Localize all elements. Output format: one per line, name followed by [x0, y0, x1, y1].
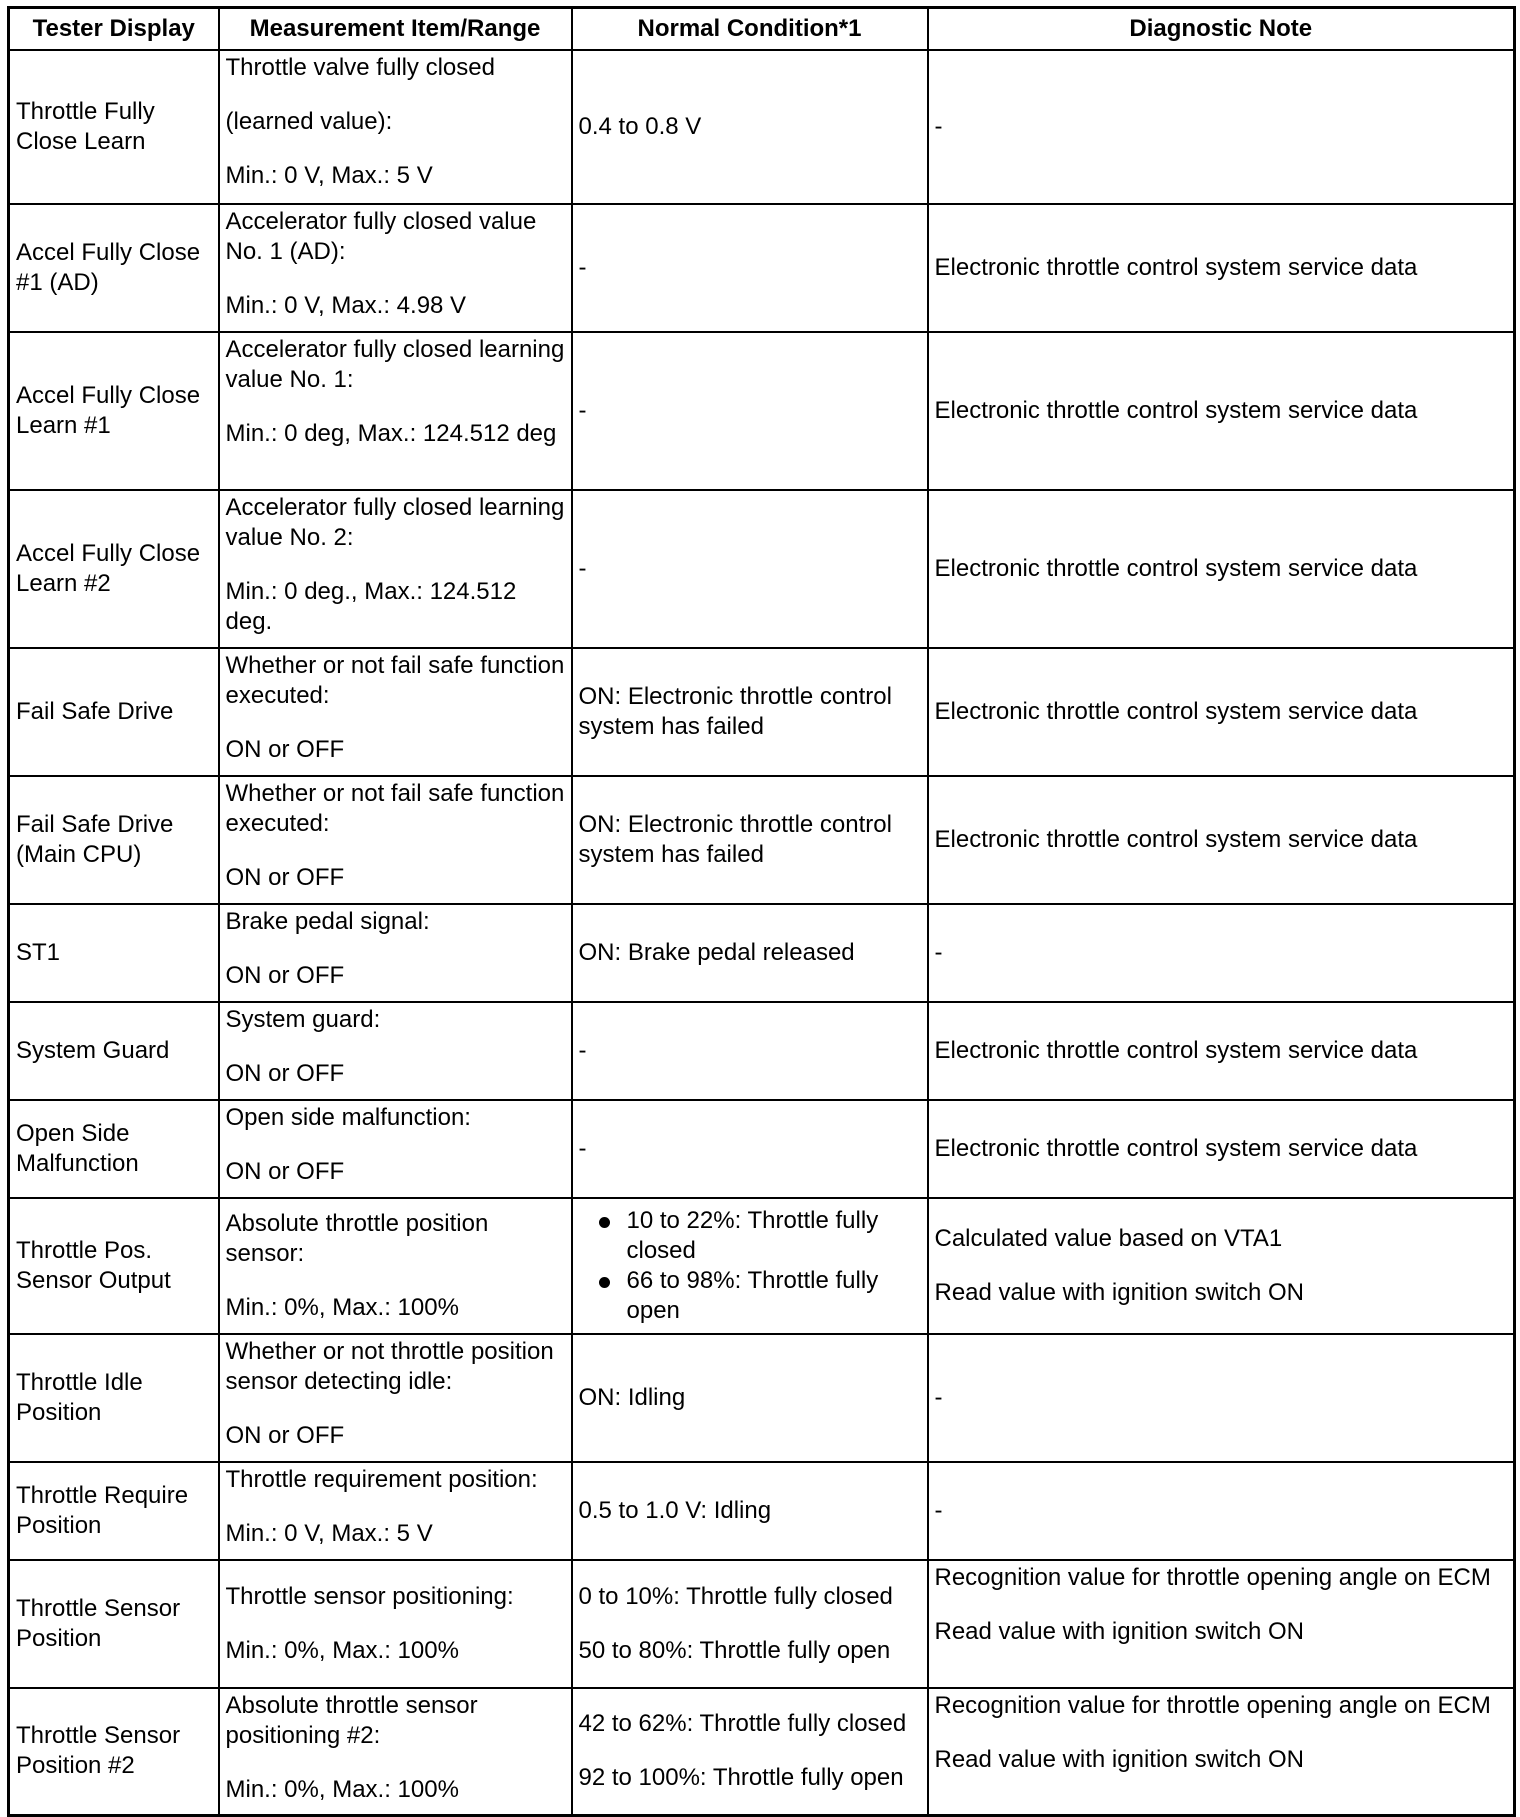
- normal-line: 92 to 100%: Throttle fully open: [578, 1764, 904, 1792]
- diagnostic-note-cell: [928, 1560, 1515, 1688]
- table-row: [9, 776, 1515, 904]
- note-line: Read value with ignition switch ON: [934, 1617, 1305, 1645]
- measurement-line: Absolute throttle sensor positioning #2:: [225, 1691, 478, 1749]
- note-line: Read value with ignition switch ON: [934, 1278, 1305, 1306]
- tester-display-cell: Accel Fully Close Learn #1: [9, 332, 219, 490]
- bullet-item: 10 to 22%: Throttle fully closed: [579, 1206, 921, 1266]
- tester-display-cell: Fail Safe Drive: [9, 648, 219, 776]
- measurement-range: Min.: 0%, Max.: 100%: [225, 1775, 459, 1803]
- measurement-range: ON or OFF: [225, 1421, 345, 1449]
- diagnostic-note-cell: -: [928, 1462, 1515, 1560]
- tester-display-cell: Throttle Fully Close Learn: [9, 50, 219, 204]
- diagnostic-note-cell: Electronic throttle control system service data: [928, 332, 1515, 490]
- header-tester-display: Tester Display: [9, 8, 219, 50]
- table-row: [9, 1334, 1515, 1462]
- normal-condition-cell: -: [572, 1100, 928, 1198]
- tester-display-cell: Accel Fully Close #1 (AD): [9, 204, 219, 332]
- tester-display-cell: Throttle Idle Position: [9, 1334, 219, 1462]
- normal-condition-cell: ON: Brake pedal released: [572, 904, 928, 1002]
- measurement-range: Min.: 0%, Max.: 100%: [225, 1636, 459, 1664]
- measurement-cell: [219, 904, 572, 1002]
- data-list-table: [7, 6, 1516, 1817]
- measurement-range: Min.: 0 V, Max.: 4.98 V: [225, 291, 467, 319]
- measurement-range: Min.: 0 V, Max.: 5 V: [225, 161, 433, 189]
- measurement-line: Accelerator fully closed learning value No. 1:: [225, 335, 565, 393]
- tester-display-cell: Throttle Pos. Sensor Output: [9, 1198, 219, 1334]
- measurement-range: ON or OFF: [225, 961, 345, 989]
- tester-display-cell: Throttle Sensor Position #2: [9, 1688, 219, 1816]
- table-row: [9, 1100, 1515, 1198]
- measurement-line: Whether or not fail safe function executed:: [225, 651, 565, 709]
- measurement-range: Min.: 0 V, Max.: 5 V: [225, 1519, 433, 1547]
- diagnostic-note-cell: Electronic throttle control system service data: [928, 490, 1515, 648]
- note-line: Recognition value for throttle opening angle on ECM: [934, 1691, 1491, 1719]
- measurement-cell: [219, 648, 572, 776]
- measurement-range: ON or OFF: [225, 735, 345, 763]
- normal-condition-cell: -: [572, 204, 928, 332]
- normal-condition-cell: ON: Electronic throttle control system has failed: [572, 776, 928, 904]
- table-row: [9, 50, 1515, 204]
- header-normal-condition: Normal Condition*1: [572, 8, 928, 50]
- measurement-cell: [219, 1462, 572, 1560]
- normal-condition-cell: ON: Idling: [572, 1334, 928, 1462]
- diagnostic-note-cell: Electronic throttle control system service data: [928, 1100, 1515, 1198]
- table-row: [9, 204, 1515, 332]
- normal-condition-cell: 0.5 to 1.0 V: Idling: [572, 1462, 928, 1560]
- tester-display-cell: Fail Safe Drive (Main CPU): [9, 776, 219, 904]
- measurement-cell: [219, 1002, 572, 1100]
- measurement-line: Whether or not fail safe function executed:: [225, 779, 565, 837]
- table-row: [9, 1002, 1515, 1100]
- measurement-range: Min.: 0 deg, Max.: 124.512 deg: [225, 419, 557, 447]
- bullet-item: 66 to 98%: Throttle fully open: [579, 1266, 921, 1326]
- table-row: [9, 904, 1515, 1002]
- measurement-line: System guard:: [225, 1005, 381, 1033]
- diagnostic-note-cell: -: [928, 1334, 1515, 1462]
- normal-condition-bullets: [579, 1206, 921, 1326]
- diagnostic-note-cell: Electronic throttle control system service data: [928, 776, 1515, 904]
- tester-display-cell: Throttle Sensor Position: [9, 1560, 219, 1688]
- table-row: [9, 1688, 1515, 1816]
- normal-condition-cell: [572, 1198, 928, 1334]
- measurement-cell: [219, 776, 572, 904]
- table-row: [9, 1560, 1515, 1688]
- diagnostic-note-cell: Electronic throttle control system service data: [928, 1002, 1515, 1100]
- measurement-cell: [219, 332, 572, 490]
- normal-line: 0 to 10%: Throttle fully closed: [578, 1582, 893, 1610]
- table-row: [9, 1198, 1515, 1334]
- measurement-cell: [219, 1688, 572, 1816]
- diagnostic-note-cell: -: [928, 50, 1515, 204]
- measurement-line: Whether or not throttle position sensor detecting idle:: [225, 1337, 554, 1395]
- measurement-range: ON or OFF: [225, 1059, 345, 1087]
- note-line: Read value with ignition switch ON: [934, 1745, 1305, 1773]
- measurement-cell: [219, 1334, 572, 1462]
- normal-condition-cell: -: [572, 1002, 928, 1100]
- measurement-cell: [219, 204, 572, 332]
- normal-condition-cell: 0.4 to 0.8 V: [572, 50, 928, 204]
- table-header-row: [9, 8, 1515, 50]
- table-row: [9, 1462, 1515, 1560]
- measurement-range: Min.: 0 deg., Max.: 124.512 deg.: [225, 577, 517, 635]
- table-row: [9, 490, 1515, 648]
- measurement-line: Throttle sensor positioning:: [225, 1582, 514, 1610]
- normal-condition-cell: -: [572, 490, 928, 648]
- header-measurement-item: Measurement Item/Range: [219, 8, 572, 50]
- measurement-line: Accelerator fully closed value No. 1 (AD):: [225, 207, 537, 265]
- normal-condition-cell: ON: Electronic throttle control system has failed: [572, 648, 928, 776]
- measurement-cell: [219, 50, 572, 204]
- normal-condition-cell: [572, 1560, 928, 1688]
- measurement-line: Throttle valve fully closed: [225, 53, 495, 81]
- measurement-range: ON or OFF: [225, 1157, 345, 1185]
- tester-display-cell: ST1: [9, 904, 219, 1002]
- tester-display-cell: Throttle Require Position: [9, 1462, 219, 1560]
- note-line: Calculated value based on VTA1: [934, 1224, 1283, 1252]
- note-line: Recognition value for throttle opening angle on ECM: [934, 1563, 1491, 1591]
- diagnostic-note-cell: Electronic throttle control system service data: [928, 204, 1515, 332]
- measurement-line: Accelerator fully closed learning value No. 2:: [225, 493, 565, 551]
- measurement-cell: [219, 1560, 572, 1688]
- measurement-line: (learned value):: [225, 107, 393, 135]
- tester-display-cell: System Guard: [9, 1002, 219, 1100]
- measurement-cell: [219, 1198, 572, 1334]
- normal-condition-cell: [572, 1688, 928, 1816]
- normal-line: 50 to 80%: Throttle fully open: [578, 1636, 891, 1664]
- diagnostic-note-cell: [928, 1198, 1515, 1334]
- normal-line: 42 to 62%: Throttle fully closed: [578, 1710, 907, 1738]
- tester-display-cell: Accel Fully Close Learn #2: [9, 490, 219, 648]
- measurement-cell: [219, 490, 572, 648]
- measurement-line: Brake pedal signal:: [225, 907, 430, 935]
- tester-display-cell: Open Side Malfunction: [9, 1100, 219, 1198]
- measurement-range: Min.: 0%, Max.: 100%: [225, 1293, 459, 1321]
- diagnostic-note-cell: -: [928, 904, 1515, 1002]
- table-row: [9, 332, 1515, 490]
- measurement-cell: [219, 1100, 572, 1198]
- diagnostic-note-cell: [928, 1688, 1515, 1816]
- measurement-range: ON or OFF: [225, 863, 345, 891]
- measurement-line: Absolute throttle position sensor:: [225, 1209, 489, 1267]
- measurement-line: Open side malfunction:: [225, 1103, 471, 1131]
- table-row: [9, 648, 1515, 776]
- measurement-line: Throttle requirement position:: [225, 1465, 538, 1493]
- diagnostic-note-cell: Electronic throttle control system service data: [928, 648, 1515, 776]
- header-diagnostic-note: Diagnostic Note: [928, 8, 1515, 50]
- normal-condition-cell: -: [572, 332, 928, 490]
